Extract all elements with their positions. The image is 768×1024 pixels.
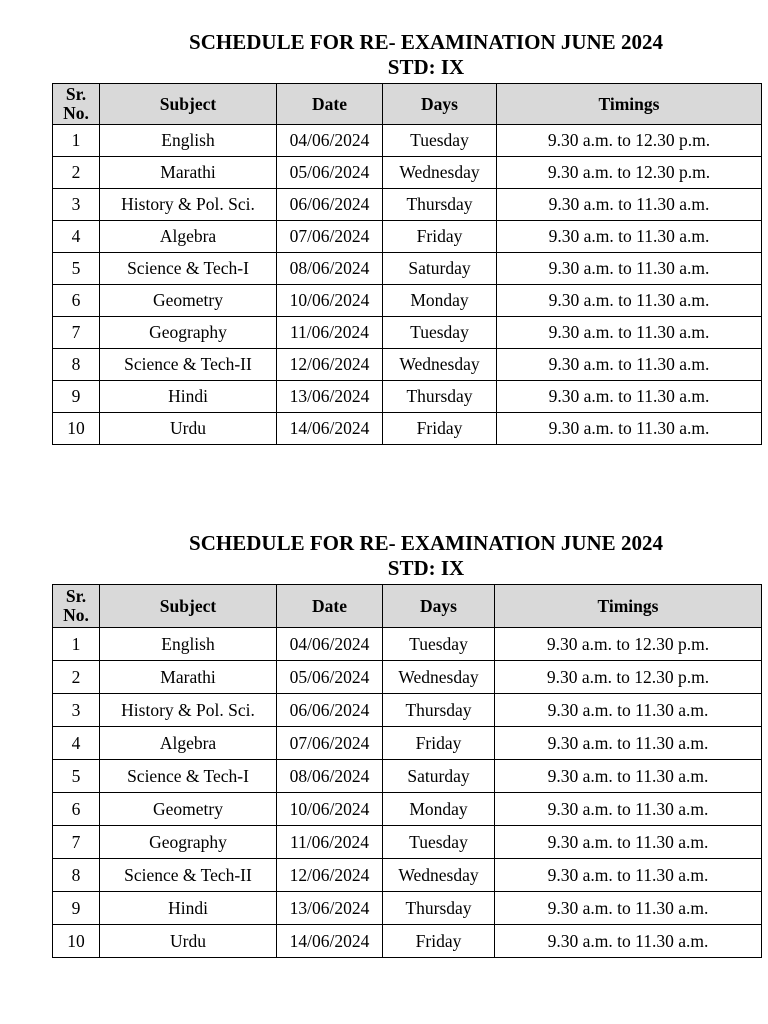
table-row xyxy=(53,253,762,285)
table-row xyxy=(53,413,762,445)
cell-timing: 9.30 a.m. to 12.30 p.m. xyxy=(495,661,762,694)
header-subject: Subject xyxy=(100,585,277,628)
cell-subject: Science & Tech-I xyxy=(100,253,277,285)
cell-sr: 9 xyxy=(53,892,100,925)
header-days: Days xyxy=(383,585,495,628)
cell-sr: 2 xyxy=(53,157,100,189)
cell-subject: History & Pol. Sci. xyxy=(100,694,277,727)
table-header-row xyxy=(53,585,762,628)
table-row xyxy=(53,221,762,253)
cell-subject: Urdu xyxy=(100,925,277,958)
cell-date: 14/06/2024 xyxy=(277,413,383,445)
table-row xyxy=(53,125,762,157)
cell-sr: 10 xyxy=(53,925,100,958)
cell-sr: 4 xyxy=(53,727,100,760)
cell-sr: 3 xyxy=(53,189,100,221)
cell-date: 04/06/2024 xyxy=(277,628,383,661)
schedule-section-2 xyxy=(52,531,762,958)
cell-day: Monday xyxy=(383,793,495,826)
cell-day: Saturday xyxy=(383,760,495,793)
cell-timing: 9.30 a.m. to 11.30 a.m. xyxy=(495,925,762,958)
header-days: Days xyxy=(383,84,497,125)
cell-subject: English xyxy=(100,628,277,661)
table-header-row xyxy=(53,84,762,125)
cell-timing: 9.30 a.m. to 11.30 a.m. xyxy=(495,727,762,760)
cell-subject: Geometry xyxy=(100,793,277,826)
cell-date: 08/06/2024 xyxy=(277,253,383,285)
cell-date: 10/06/2024 xyxy=(277,793,383,826)
cell-timing: 9.30 a.m. to 11.30 a.m. xyxy=(497,189,762,221)
cell-subject: Algebra xyxy=(100,221,277,253)
cell-sr: 8 xyxy=(53,349,100,381)
table-row xyxy=(53,793,762,826)
cell-date: 08/06/2024 xyxy=(277,760,383,793)
cell-timing: 9.30 a.m. to 11.30 a.m. xyxy=(495,892,762,925)
cell-timing: 9.30 a.m. to 12.30 p.m. xyxy=(495,628,762,661)
cell-sr: 6 xyxy=(53,285,100,317)
cell-subject: Urdu xyxy=(100,413,277,445)
cell-date: 05/06/2024 xyxy=(277,157,383,189)
cell-sr: 4 xyxy=(53,221,100,253)
header-sr-line1: Sr. xyxy=(65,586,87,606)
table-row xyxy=(53,760,762,793)
cell-subject: Geography xyxy=(100,826,277,859)
cell-date: 12/06/2024 xyxy=(277,349,383,381)
std-label: STD: IX xyxy=(387,55,465,79)
cell-day: Tuesday xyxy=(383,826,495,859)
cell-subject: Geometry xyxy=(100,285,277,317)
cell-date: 12/06/2024 xyxy=(277,859,383,892)
table-row xyxy=(53,189,762,221)
header-sr-line1: Sr. xyxy=(65,84,87,104)
cell-timing: 9.30 a.m. to 12.30 p.m. xyxy=(497,157,762,189)
cell-date: 10/06/2024 xyxy=(277,285,383,317)
table-row xyxy=(53,349,762,381)
schedule-title: SCHEDULE FOR RE- EXAMINATION JUNE 2024 xyxy=(189,30,663,54)
header-timings: Timings xyxy=(495,585,762,628)
header-date: Date xyxy=(277,585,383,628)
table-row xyxy=(53,628,762,661)
cell-subject: Marathi xyxy=(100,157,277,189)
cell-timing: 9.30 a.m. to 11.30 a.m. xyxy=(497,381,762,413)
cell-timing: 9.30 a.m. to 11.30 a.m. xyxy=(495,859,762,892)
cell-timing: 9.30 a.m. to 11.30 a.m. xyxy=(497,349,762,381)
std-label: STD: IX xyxy=(387,556,465,580)
cell-day: Saturday xyxy=(383,253,497,285)
cell-date: 11/06/2024 xyxy=(277,826,383,859)
cell-sr: 2 xyxy=(53,661,100,694)
cell-timing: 9.30 a.m. to 12.30 p.m. xyxy=(497,125,762,157)
table-row xyxy=(53,285,762,317)
header-sr-no xyxy=(53,585,100,628)
cell-timing: 9.30 a.m. to 11.30 a.m. xyxy=(495,694,762,727)
table-row xyxy=(53,859,762,892)
cell-subject: Science & Tech-II xyxy=(100,859,277,892)
cell-date: 04/06/2024 xyxy=(277,125,383,157)
cell-date: 11/06/2024 xyxy=(277,317,383,349)
header-subject: Subject xyxy=(100,84,277,125)
table-row xyxy=(53,925,762,958)
cell-day: Wednesday xyxy=(383,661,495,694)
schedule-table xyxy=(52,584,762,958)
cell-day: Tuesday xyxy=(383,628,495,661)
cell-sr: 7 xyxy=(53,826,100,859)
cell-subject: Algebra xyxy=(100,727,277,760)
table-row xyxy=(53,892,762,925)
cell-day: Tuesday xyxy=(383,125,497,157)
cell-subject: Hindi xyxy=(100,381,277,413)
cell-day: Monday xyxy=(383,285,497,317)
cell-day: Thursday xyxy=(383,189,497,221)
cell-day: Friday xyxy=(383,727,495,760)
cell-date: 07/06/2024 xyxy=(277,727,383,760)
cell-day: Wednesday xyxy=(383,859,495,892)
cell-timing: 9.30 a.m. to 11.30 a.m. xyxy=(495,826,762,859)
cell-day: Friday xyxy=(383,925,495,958)
cell-timing: 9.30 a.m. to 11.30 a.m. xyxy=(495,760,762,793)
header-sr-line2: No. xyxy=(63,605,89,625)
cell-date: 06/06/2024 xyxy=(277,694,383,727)
cell-timing: 9.30 a.m. to 11.30 a.m. xyxy=(497,253,762,285)
table-row xyxy=(53,727,762,760)
cell-date: 14/06/2024 xyxy=(277,925,383,958)
schedule-section-1 xyxy=(52,30,762,445)
cell-date: 06/06/2024 xyxy=(277,189,383,221)
schedule-title: SCHEDULE FOR RE- EXAMINATION JUNE 2024 xyxy=(189,531,663,555)
cell-timing: 9.30 a.m. to 11.30 a.m. xyxy=(495,793,762,826)
cell-day: Thursday xyxy=(383,694,495,727)
cell-subject: Geography xyxy=(100,317,277,349)
cell-subject: History & Pol. Sci. xyxy=(100,189,277,221)
header-sr-line2: No. xyxy=(63,103,89,123)
cell-subject: Science & Tech-I xyxy=(100,760,277,793)
cell-sr: 10 xyxy=(53,413,100,445)
cell-subject: Marathi xyxy=(100,661,277,694)
cell-subject: Science & Tech-II xyxy=(100,349,277,381)
cell-date: 07/06/2024 xyxy=(277,221,383,253)
cell-date: 13/06/2024 xyxy=(277,892,383,925)
cell-sr: 1 xyxy=(53,125,100,157)
table-row xyxy=(53,661,762,694)
cell-sr: 5 xyxy=(53,253,100,285)
cell-day: Wednesday xyxy=(383,157,497,189)
cell-day: Thursday xyxy=(383,381,497,413)
cell-date: 05/06/2024 xyxy=(277,661,383,694)
cell-sr: 8 xyxy=(53,859,100,892)
cell-subject: English xyxy=(100,125,277,157)
cell-sr: 9 xyxy=(53,381,100,413)
cell-sr: 1 xyxy=(53,628,100,661)
header-date: Date xyxy=(277,84,383,125)
cell-subject: Hindi xyxy=(100,892,277,925)
cell-day: Thursday xyxy=(383,892,495,925)
header-sr-no xyxy=(53,84,100,125)
table-row xyxy=(53,694,762,727)
cell-sr: 3 xyxy=(53,694,100,727)
header-timings: Timings xyxy=(497,84,762,125)
cell-day: Friday xyxy=(383,413,497,445)
schedule-table xyxy=(52,83,762,445)
cell-timing: 9.30 a.m. to 11.30 a.m. xyxy=(497,413,762,445)
table-row xyxy=(53,157,762,189)
cell-sr: 6 xyxy=(53,793,100,826)
cell-sr: 7 xyxy=(53,317,100,349)
table-row xyxy=(53,317,762,349)
cell-day: Tuesday xyxy=(383,317,497,349)
cell-timing: 9.30 a.m. to 11.30 a.m. xyxy=(497,317,762,349)
table-row xyxy=(53,826,762,859)
cell-sr: 5 xyxy=(53,760,100,793)
cell-timing: 9.30 a.m. to 11.30 a.m. xyxy=(497,285,762,317)
table-row xyxy=(53,381,762,413)
cell-day: Friday xyxy=(383,221,497,253)
cell-timing: 9.30 a.m. to 11.30 a.m. xyxy=(497,221,762,253)
cell-date: 13/06/2024 xyxy=(277,381,383,413)
cell-day: Wednesday xyxy=(383,349,497,381)
